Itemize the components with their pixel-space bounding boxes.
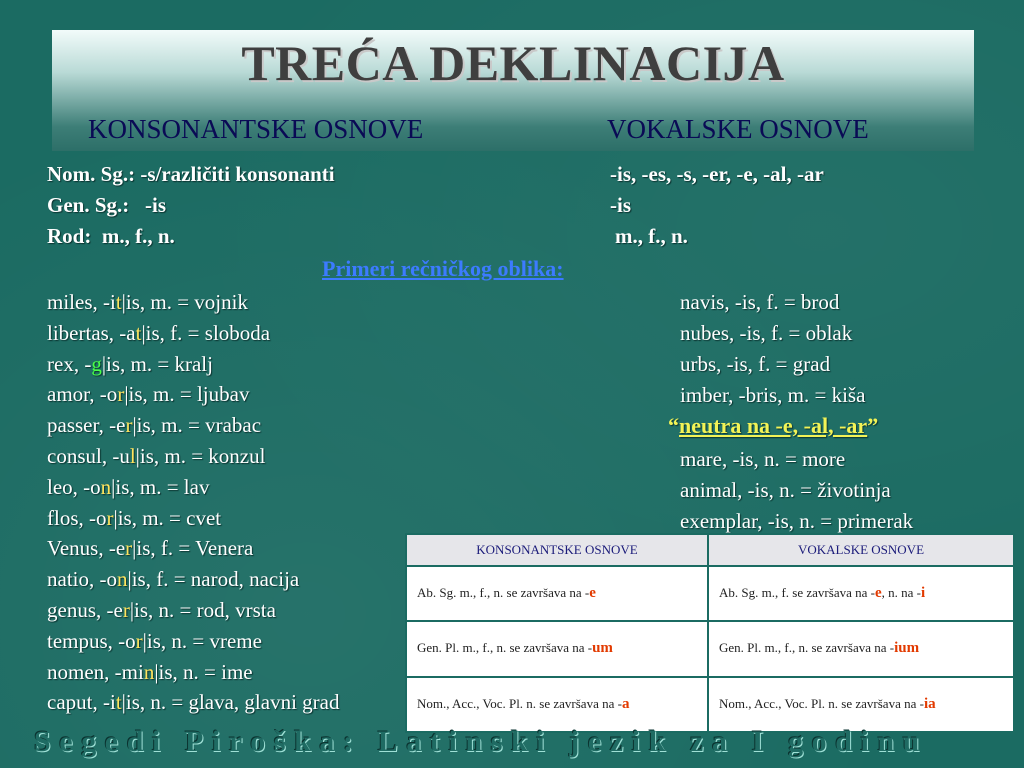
stem-letter-highlight: t <box>115 690 122 715</box>
example-prefix: rex, - <box>47 351 92 376</box>
table-row <box>406 621 1014 676</box>
subtitle-consonant-stems: KONSONANTSKE OSNOVE <box>88 114 424 144</box>
example-suffix: |is, n. = vreme <box>142 628 262 653</box>
stem-letter-highlight: r <box>106 505 114 530</box>
vowel-example: urbs, -is, f. = grad <box>680 352 831 376</box>
consonant-example <box>47 629 262 653</box>
gen-sg-consonant: Gen. Sg.: -is <box>47 193 167 217</box>
endings-table <box>405 533 1015 733</box>
stem-letter-highlight: r <box>125 413 133 438</box>
example-prefix: genus, -e <box>47 598 123 622</box>
example-suffix: |is, n. = rod, vrsta <box>129 598 276 622</box>
consonant-example <box>47 567 299 591</box>
table-cell <box>406 566 708 621</box>
vowel-example: nubes, -is, f. = oblak <box>680 321 853 345</box>
subtitle-vowel-stems: VOKALSKE OSNOVE <box>607 114 869 144</box>
consonant-example <box>47 536 253 560</box>
cell-text: Nom., Acc., Voc. Pl. n. se završava na - <box>719 695 924 711</box>
table-row <box>406 677 1014 732</box>
example-prefix: caput, -i <box>47 690 116 715</box>
stem-letter-highlight: n <box>143 659 155 684</box>
ending-highlight: i <box>921 585 926 602</box>
example-prefix: nomen, -mi <box>47 659 144 684</box>
example-suffix: |is, n. = ime <box>154 659 253 684</box>
cell-text: Gen. Pl. m., f., n. se završava na - <box>719 640 895 656</box>
table-cell <box>406 677 708 732</box>
example-suffix: |is, n. = glava, glavni grad <box>121 690 340 715</box>
example-suffix: |is, m. = vojnik <box>121 290 248 314</box>
close-quote: ” <box>867 413 879 438</box>
example-suffix: |is, f. = narod, nacija <box>127 567 300 592</box>
cell-text: Nom., Acc., Voc. Pl. n. se završava na - <box>417 695 622 711</box>
stem-letter-highlight: r <box>125 536 133 561</box>
example-suffix: |is, f. = Venera <box>132 536 254 561</box>
stem-letter-highlight: l <box>129 444 136 468</box>
table-cell <box>708 621 1014 676</box>
gender-vowel: m., f., n. <box>615 224 688 248</box>
ending-highlight: ium <box>894 640 920 657</box>
stem-letter-highlight: n <box>100 474 112 499</box>
gen-sg-vowel: -is <box>610 193 631 217</box>
table-header-row <box>406 534 1014 566</box>
title-banner <box>52 30 974 151</box>
example-suffix: |is, m. = kralj <box>101 351 213 376</box>
stem-letter-highlight: t <box>135 320 142 345</box>
example-suffix: |is, m. = konzul <box>135 444 266 468</box>
stem-letter-highlight: r <box>122 598 130 622</box>
table-row <box>406 566 1014 621</box>
example-prefix: Venus, -e <box>47 536 126 561</box>
example-suffix: |is, m. = vrabac <box>132 413 262 438</box>
consonant-example <box>47 352 213 376</box>
vowel-example: imber, -bris, m. = kiša <box>680 383 866 407</box>
cell-text: Ab. Sg. m., f. se završava na - <box>719 585 875 601</box>
example-prefix: natio, -o <box>47 567 117 592</box>
example-prefix: amor, -o <box>47 382 118 407</box>
footer-author-credit: Segedi Piroška: Latinski jezik za I godinu <box>34 725 929 758</box>
table-header-vowel: VOKALSKE OSNOVE <box>708 534 1014 566</box>
consonant-example <box>47 598 276 622</box>
examples-heading-link[interactable]: Primeri rečničkog oblika: <box>322 256 564 281</box>
consonant-example <box>47 382 249 406</box>
nom-sg-vowel: -is, -es, -s, -er, -e, -al, -ar <box>610 162 824 186</box>
consonant-example <box>47 321 270 345</box>
example-prefix: flos, -o <box>47 505 107 530</box>
consonant-example <box>47 444 265 468</box>
stem-letter-highlight: t <box>115 290 122 314</box>
stem-letter-highlight: r <box>117 382 125 407</box>
neutra-example: exemplar, -is, n. = primerak <box>680 509 914 533</box>
example-prefix: libertas, -a <box>47 320 136 345</box>
example-suffix: |is, m. = cvet <box>113 505 222 530</box>
consonant-example <box>47 413 261 437</box>
table-header-consonant: KONSONANTSKE OSNOVE <box>406 534 708 566</box>
cell-text: , n. na - <box>881 585 921 601</box>
stem-letter-highlight: r <box>135 628 143 653</box>
table-cell <box>708 677 1014 732</box>
consonant-example <box>47 690 340 714</box>
example-prefix: consul, -u <box>47 444 130 468</box>
table-cell <box>406 621 708 676</box>
nom-sg-consonant: Nom. Sg.: -s/različiti konsonanti <box>47 162 335 186</box>
ending-highlight: a <box>621 695 630 712</box>
stem-letter-highlight: g <box>91 351 102 376</box>
gender-consonant: Rod: m., f., n. <box>47 224 175 248</box>
example-suffix: |is, m. = lav <box>111 474 210 499</box>
example-suffix: |is, f. = sloboda <box>141 320 271 345</box>
stem-letter-highlight: n <box>116 567 128 592</box>
consonant-example <box>47 660 253 684</box>
example-prefix: tempus, -o <box>47 628 136 653</box>
example-prefix: leo, -o <box>47 474 101 499</box>
cell-text: Ab. Sg. m., f., n. se završava na - <box>417 585 590 601</box>
neutra-example: mare, -is, n. = more <box>680 447 846 471</box>
consonant-example <box>47 475 209 499</box>
neutra-text: neutra na -e, -al, -ar <box>679 413 868 438</box>
ending-highlight: e <box>874 585 882 602</box>
neutra-heading <box>668 414 878 438</box>
neutra-example: animal, -is, n. = životinja <box>680 478 891 502</box>
ending-highlight: ia <box>923 695 936 712</box>
consonant-example <box>47 506 221 530</box>
vowel-example: navis, -is, f. = brod <box>680 290 840 314</box>
ending-highlight: e <box>589 585 596 602</box>
ending-highlight: um <box>592 640 613 657</box>
table-cell <box>708 566 1014 621</box>
slide-title: TREĆA DEKLINACIJA <box>241 35 785 91</box>
example-suffix: |is, m. = ljubav <box>124 382 250 407</box>
example-prefix: miles, -i <box>47 290 116 314</box>
open-quote: “ <box>668 413 679 438</box>
cell-text: Gen. Pl. m., f., n. se završava na - <box>417 640 593 656</box>
consonant-example <box>47 290 248 314</box>
example-prefix: passer, -e <box>47 413 126 438</box>
